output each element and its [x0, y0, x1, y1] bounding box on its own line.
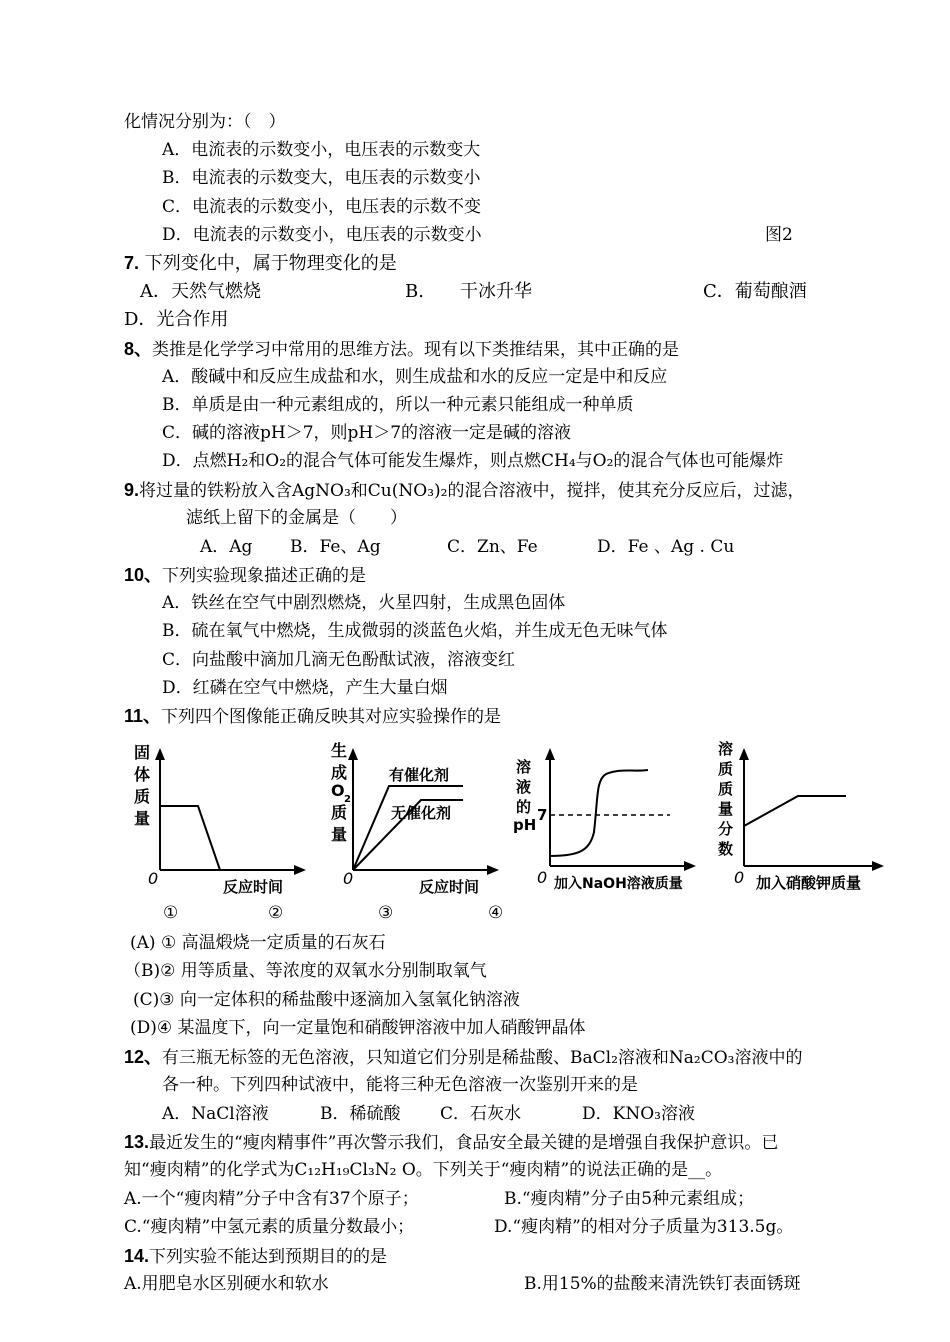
q13-option-c: C.“瘦肉精”中氢元素的质量分数最小； [124, 1217, 415, 1237]
q12-number: 12、 [124, 1047, 163, 1067]
graph-2-x-arrow [487, 865, 499, 875]
graph-4-ylabel-2: 质 [718, 760, 734, 778]
graph-1-origin: 0 [148, 869, 159, 888]
q10-number: 10、 [124, 565, 163, 585]
q13-option-d: D.“瘦肉精”的相对分子质量为313.5g。 [494, 1217, 794, 1237]
q13-stem [124, 1131, 778, 1154]
q8-option-d: D．点燃H₂和O₂的混合气体可能发生爆炸，则点燃CH₄与O₂的混合气体也可能爆炸 [162, 451, 784, 471]
q9-stem [124, 479, 804, 502]
graph-4-x-arrow [872, 861, 884, 871]
q6-figure-label: 图2 [765, 225, 793, 245]
graph-4-y-arrow [739, 748, 749, 760]
q14-option-a: A.用肥皂水区别硬水和软水 [124, 1274, 329, 1294]
graph-3-curve [550, 770, 648, 856]
q8-option-c: C．碱的溶液pH＞7，则pH＞7的溶液一定是碱的溶液 [162, 423, 572, 443]
graph-1-ylabel-4: 量 [134, 809, 151, 828]
q13-option-b: B.“瘦肉精”分子由5种元素组成； [504, 1189, 755, 1209]
q7-number: 7. [124, 253, 140, 273]
q6-option-b: B．电流表的示数变大，电压表的示数变小 [162, 168, 481, 188]
q11-option-b: （B)② 用等质量、等浓度的双氧水分别制取氧气 [124, 961, 487, 981]
graph-4 [712, 738, 890, 898]
graph-1-ylabel-2: 体 [134, 765, 151, 784]
q14-option-b: B.用15%的盐酸来清洗铁钉表面锈斑 [524, 1274, 801, 1294]
graph-1 [128, 738, 308, 898]
graph-2-y-arrow [348, 748, 358, 760]
q7-option-a: A．天然气燃烧 [140, 281, 261, 302]
q10-stem [124, 564, 366, 587]
q11-option-a: (A) ① 高温煅烧一定质量的石灰石 [130, 933, 386, 953]
q13-number: 13. [124, 1132, 150, 1152]
graph-4-curve [744, 796, 846, 826]
graph-4-xlabel: 加入硝酸钾质量 [756, 874, 862, 892]
q12-stem-line2: 各一种。下列四种试液中，能将三种无色溶液一次鉴别开来的是 [162, 1075, 638, 1095]
graph-3-ylabel-3: 的 [516, 798, 532, 816]
graph-1-curve [160, 806, 220, 870]
q12-option-d: D．KNO₃溶液 [582, 1104, 695, 1124]
q7-option-d: D．光合作用 [124, 309, 229, 330]
q10-option-b: B．硫在氧气中燃烧，生成微弱的淡蓝色火焰，并生成无色无味气体 [162, 621, 668, 641]
q12-option-b: B．稀硫酸 [320, 1104, 401, 1124]
graph-2-ylabel-4: 质 [331, 803, 348, 822]
q14-stem-text: 下列实验不能达到预期目的的是 [149, 1247, 388, 1267]
graph-4-origin: 0 [734, 868, 745, 887]
graph-3-ylabel-2: 液 [516, 778, 532, 796]
q8-option-a: A．酸碱中和反应生成盐和水，则生成盐和水的反应一定是中和反应 [162, 367, 668, 387]
graph-4-ylabel-5: 分 [718, 820, 734, 838]
graph-3-tick-7: 7 [537, 806, 548, 824]
q8-option-b: B．单质是由一种元素组成的，所以一种元素只能组成一种单质 [162, 395, 634, 415]
q10-option-a: A．铁丝在空气中剧烈燃烧，火星四射，生成黑色固体 [162, 593, 566, 613]
graph-1-ylabel-1: 固 [134, 743, 151, 762]
q14-number: 14. [124, 1246, 150, 1266]
graph-2-ylabel-sub: 2 [344, 794, 351, 805]
graph-3-x-arrow [684, 861, 696, 871]
q12-option-a: A．NaCl溶液 [162, 1104, 269, 1124]
graph-2-ylabel-1: 生 [331, 741, 348, 760]
q11-stem [124, 705, 501, 728]
graph-1-number: ① [163, 903, 179, 923]
q9-option-c: C．Zn、Fe [447, 537, 538, 557]
q9-number: 9. [124, 480, 140, 500]
q10-option-c: C．向盐酸中滴加几滴无色酚酞试液，溶液变红 [162, 650, 516, 670]
q9-stem-line2: 滤纸上留下的金属是（ ） [186, 508, 407, 528]
graph-1-x-arrow [294, 865, 306, 875]
q11-stem-text: 下列四个图像能正确反映其对应实验操作的是 [161, 707, 502, 727]
graph-1-ylabel-3: 质 [134, 787, 151, 806]
q10-stem-text: 下列实验现象描述正确的是 [162, 566, 367, 586]
q11-option-c: (C)③ 向一定体积的稀盐酸中逐滴加入氢氧化钠溶液 [133, 990, 520, 1010]
q9-option-a: A．Ag [200, 537, 253, 557]
graph-1-xlabel: 反应时间 [223, 878, 284, 896]
q12-option-c: C．石灰水 [440, 1104, 522, 1124]
q10-option-d: D．红磷在空气中燃烧，产生大量白烟 [162, 678, 448, 698]
q14-stem [124, 1245, 387, 1268]
graph-4-ylabel-6: 数 [718, 840, 734, 858]
graph-2 [325, 738, 505, 898]
q9-option-d: D．Fe 、Ag . Cu [597, 537, 735, 557]
q13-option-a: A.一个“瘦肉精”分子中含有37个原子； [124, 1189, 419, 1209]
graph-3-y-arrow [545, 748, 555, 760]
graph-3-ylabel-4: pH [513, 816, 537, 834]
graph-3-ylabel-1: 溶 [516, 758, 532, 776]
graph-2-curve-catalyst [353, 786, 463, 870]
graph-3-origin: 0 [537, 868, 548, 887]
graph-3-xlabel: 加入NaOH溶液质量 [554, 876, 683, 892]
graph-2-ylabel-2: 成 [331, 763, 348, 782]
q8-number: 8、 [124, 339, 153, 359]
graph-2-ylabel-5: 量 [331, 825, 348, 844]
q6-stem-tail: 化情况分别为：（ ） [124, 112, 286, 132]
graph-3 [510, 738, 700, 898]
q13-stem-text: 最近发生的“瘦肉精事件”再次警示我们，食品安全最关键的是增强自我保护意识。已 [149, 1133, 779, 1153]
graph-2-label-catalyst: 有催化剂 [389, 766, 450, 784]
q9-stem-text: 将过量的铁粉放入含AgNO₃和Cu(NO₃)₂的混合溶液中，搅拌，使其充分反应后，过滤， [139, 481, 805, 501]
q12-stem-text: 有三瓶无标签的无色溶液，只知道它们分别是稀盐酸、BaCl₂溶液和Na₂CO₃溶液中的 [162, 1048, 803, 1068]
q7-stem-text: 下列变化中，属于物理变化的是 [144, 253, 397, 274]
q8-stem-text: 类推是化学学习中常用的思维方法。现有以下类推结果，其中正确的是 [152, 340, 680, 360]
q9-option-b: B．Fe、Ag [290, 537, 381, 557]
graph-4-ylabel-4: 量 [718, 800, 734, 818]
q7-option-b: B. 干冰升华 [405, 281, 532, 302]
graph-2-ylabel-3: O [331, 781, 345, 800]
graph-3-number: ③ [378, 903, 394, 923]
q7-option-c: C．葡萄酿酒 [703, 281, 807, 302]
q7-stem [124, 252, 397, 275]
graph-1-y-arrow [155, 748, 165, 760]
graph-2-xlabel: 反应时间 [419, 878, 480, 896]
q11-number: 11、 [124, 706, 162, 726]
graph-4-ylabel-3: 质 [718, 780, 734, 798]
graph-2-number: ② [268, 903, 284, 923]
q8-stem [124, 338, 679, 361]
q6-option-a: A．电流表的示数变小，电压表的示数变大 [162, 140, 481, 160]
q6-option-d: D．电流表的示数变小，电压表的示数变小 [162, 225, 482, 245]
q6-option-c: C．电流表的示数变小，电压表的示数不变 [162, 197, 482, 217]
graph-2-origin: 0 [343, 869, 354, 888]
q11-option-d: (D)④ 某温度下，向一定量饱和硝酸钾溶液中加人硝酸钾晶体 [130, 1018, 586, 1038]
graph-2-label-no-catalyst: 无催化剂 [391, 804, 452, 822]
graph-4-number: ④ [488, 903, 504, 923]
q13-stem-line2: 知“瘦肉精”的化学式为C₁₂H₁₉Cl₃N₂ O。下列关于“瘦肉精”的说法正确的是__。 [124, 1160, 723, 1180]
q12-stem [124, 1046, 803, 1069]
graph-4-ylabel-1: 溶 [718, 740, 734, 758]
